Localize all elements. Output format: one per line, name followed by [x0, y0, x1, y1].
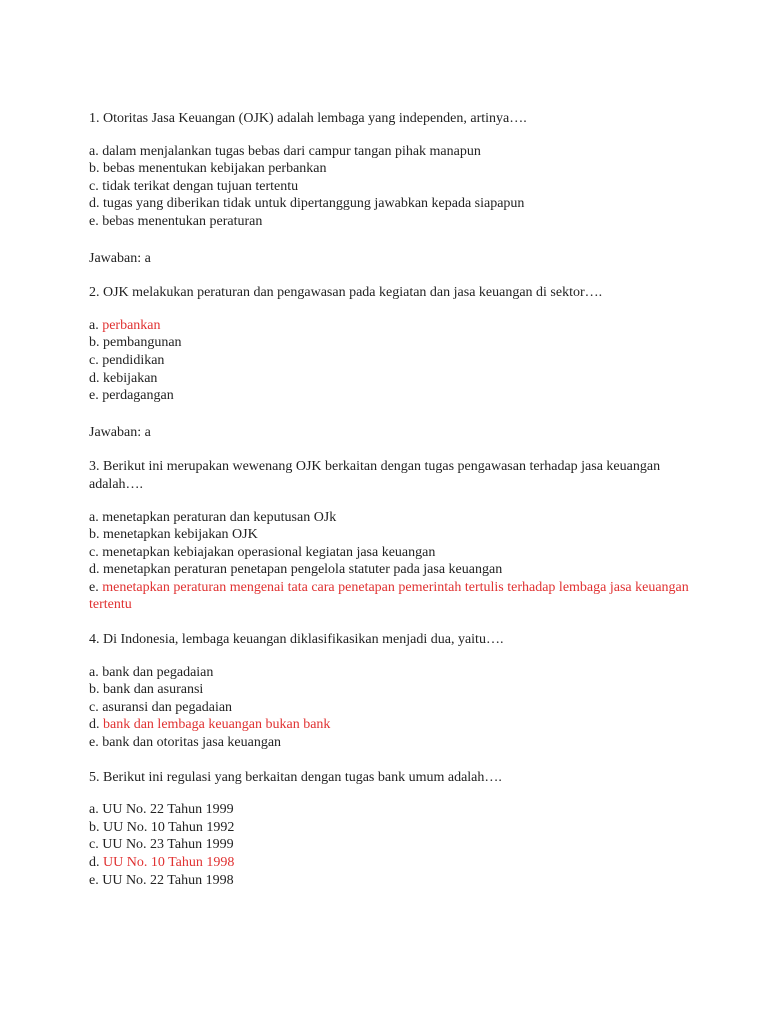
question-text: 3. Berikut ini merupakan wewenang OJK berkaitan dengan tugas pengawasan terhadap jasa keuangan adalah….	[89, 459, 661, 492]
answer-text: Jawaban: a	[89, 424, 151, 440]
option-c	[89, 352, 689, 370]
option-list	[89, 143, 689, 231]
option-d	[89, 561, 689, 579]
option-a	[89, 143, 689, 161]
question-4	[89, 631, 689, 752]
option-letter: e.	[89, 388, 103, 404]
option-letter: e.	[89, 872, 103, 888]
option-text: bank dan lembaga keuangan bukan bank	[103, 717, 331, 733]
option-letter: a.	[89, 317, 103, 333]
option-text: menetapkan peraturan dan keputusan OJk	[102, 509, 337, 525]
option-text: bebas menentukan peraturan	[102, 213, 263, 229]
option-c	[89, 699, 689, 717]
option-c	[89, 544, 689, 562]
option-b	[89, 526, 689, 544]
option-text: asuransi dan pegadaian	[102, 699, 233, 715]
option-d	[89, 854, 689, 872]
option-text: pendidikan	[102, 352, 165, 368]
option-letter: a.	[89, 143, 103, 159]
option-c	[89, 836, 689, 854]
option-letter: b.	[89, 161, 103, 177]
option-text: menetapkan kebijakan OJK	[103, 527, 258, 543]
option-d	[89, 195, 689, 213]
option-text: UU No. 22 Tahun 1998	[102, 872, 234, 888]
option-text: menetapkan peraturan penetapan pengelola statuter pada jasa keuangan	[103, 562, 503, 578]
option-text: bebas menentukan kebijakan perbankan	[103, 161, 327, 177]
option-d	[89, 716, 689, 734]
option-a	[89, 801, 689, 819]
option-e	[89, 734, 689, 752]
option-letter: b.	[89, 819, 103, 835]
option-a	[89, 664, 689, 682]
option-letter: d.	[89, 855, 103, 870]
option-list	[89, 801, 689, 889]
option-b	[89, 819, 689, 837]
question-3	[89, 458, 689, 614]
option-letter: d.	[89, 370, 103, 386]
option-letter: b.	[89, 682, 103, 698]
option-letter: c.	[89, 178, 103, 194]
option-text: perbankan	[102, 317, 161, 333]
option-text: tugas yang diberikan tidak untuk dipertanggung jawabkan kepada siapapun	[103, 196, 525, 212]
option-text: UU No. 10 Tahun 1992	[103, 819, 235, 835]
option-letter: c.	[89, 544, 103, 560]
option-d	[89, 370, 689, 388]
question-text: 4. Di Indonesia, lembaga keuangan diklasifikasikan menjadi dua, yaitu….	[89, 632, 504, 648]
option-letter: b.	[89, 527, 103, 543]
option-text: perdagangan	[102, 388, 174, 404]
option-letter: e.	[89, 735, 103, 751]
option-text: UU No. 10 Tahun 1998	[103, 855, 235, 870]
answer-text: Jawaban: a	[89, 250, 151, 266]
option-text: bank dan otoritas jasa keuangan	[102, 735, 282, 751]
option-text: tidak terikat dengan tujuan tertentu	[102, 178, 299, 194]
option-list	[89, 317, 689, 405]
option-letter: d.	[89, 562, 103, 578]
option-letter: c.	[89, 352, 103, 368]
option-letter: b.	[89, 335, 103, 351]
option-letter: d.	[89, 196, 103, 212]
option-letter: a.	[89, 509, 103, 525]
option-letter: a.	[89, 802, 103, 818]
question-text: 5. Berikut ini regulasi yang berkaitan dengan tugas bank umum adalah….	[89, 769, 502, 785]
option-a	[89, 509, 689, 527]
option-text: dalam menjalankan tugas bebas dari campur tangan pihak manapun	[102, 143, 481, 159]
option-e	[89, 387, 689, 405]
option-text: kebijakan	[103, 370, 158, 386]
option-text: menetapkan kebiajakan operasional kegiatan jasa keuangan	[102, 544, 436, 560]
option-list	[89, 509, 689, 615]
question-text: 1. Otoritas Jasa Keuangan (OJK) adalah lembaga yang independen, artinya….	[89, 111, 527, 126]
document-page	[89, 110, 689, 906]
question-2	[89, 284, 689, 441]
option-letter: e.	[89, 579, 103, 595]
option-c	[89, 178, 689, 196]
option-list	[89, 664, 689, 752]
option-b	[89, 160, 689, 178]
option-letter: c.	[89, 837, 103, 853]
option-text: UU No. 22 Tahun 1999	[102, 802, 234, 818]
option-e	[89, 872, 689, 890]
option-text: pembangunan	[103, 335, 182, 351]
option-b	[89, 334, 689, 352]
option-letter: e.	[89, 213, 103, 229]
option-letter: c.	[89, 699, 103, 715]
option-e	[89, 579, 689, 614]
question-5	[89, 769, 689, 890]
option-text: menetapkan peraturan mengenai tata cara penetapan pemerintah tertulis terhadap lembaga jasa keuangan tertentu	[89, 579, 689, 613]
option-letter: d.	[89, 717, 103, 733]
question-1	[89, 110, 689, 267]
option-letter: a.	[89, 664, 103, 680]
option-e	[89, 213, 689, 231]
option-a	[89, 317, 689, 335]
option-b	[89, 681, 689, 699]
question-text: 2. OJK melakukan peraturan dan pengawasan pada kegiatan dan jasa keuangan di sektor….	[89, 285, 603, 301]
option-text: bank dan pegadaian	[102, 664, 214, 680]
option-text: UU No. 23 Tahun 1999	[102, 837, 234, 853]
option-text: bank dan asuransi	[103, 682, 204, 698]
